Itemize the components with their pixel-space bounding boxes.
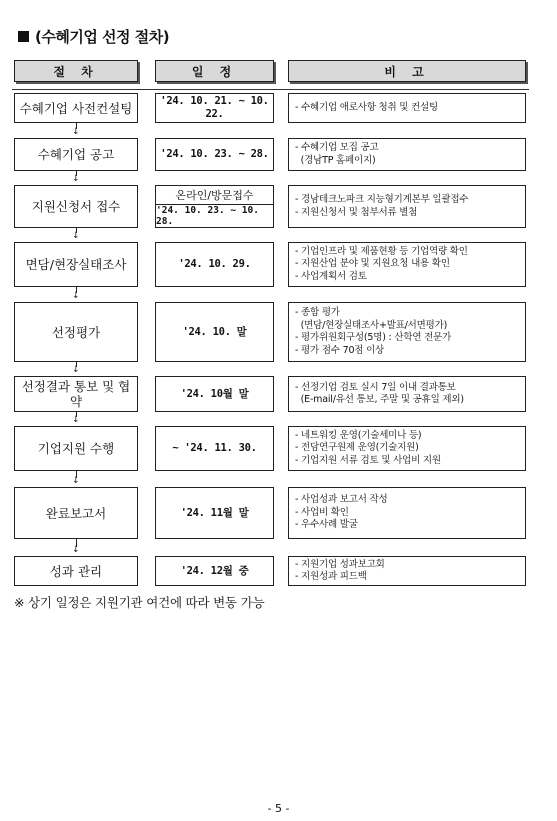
step-schedule-box xyxy=(155,185,274,228)
step-name-box xyxy=(14,376,138,412)
step-notes-box xyxy=(288,93,526,123)
down-arrow-icon: ↓ xyxy=(72,365,80,375)
step-name: 선정평가 xyxy=(51,324,101,340)
step-schedule-method: 온라인/방문접수 xyxy=(156,186,273,205)
step-note-line: - 수혜기업 모집 공고 xyxy=(295,142,379,153)
step-name: 면담/현장실태조사 xyxy=(25,257,127,272)
step-name: 선정결과 통보 및 협약 xyxy=(21,379,131,409)
step-name: 기업지원 수행 xyxy=(37,441,115,456)
step-schedule: '24. 10. 29. xyxy=(178,258,251,270)
step-note-line: - 지원산업 분야 및 지원요청 내용 확인 xyxy=(295,258,450,270)
step-note-line: - 기업인프라 및 제품현황 등 기업역량 확인 xyxy=(295,245,468,257)
down-arrow-icon: ↓ xyxy=(72,476,80,486)
step-note-line: - 평가위원회구성(5명) : 산학연 전문가 xyxy=(295,332,452,343)
step-schedule-box xyxy=(155,302,274,362)
step-notes-box xyxy=(288,242,526,287)
step-note-line: - 기업지원 서류 검토 및 사업비 지원 xyxy=(295,454,441,466)
header-remarks: 비 고 xyxy=(288,60,526,82)
down-arrow-icon: ↓ xyxy=(72,127,80,137)
down-arrow-icon: ↓ xyxy=(72,545,80,555)
step-name-box xyxy=(14,185,138,228)
step-notes-box xyxy=(288,138,526,171)
step-notes-box xyxy=(288,185,526,228)
step-note-line: - 지원신청서 및 첨부서류 별첨 xyxy=(295,206,418,218)
step-notes-box xyxy=(288,376,526,412)
step-note-line: (경남TP 홈페이지) xyxy=(295,154,376,166)
step-schedule-box xyxy=(155,376,274,412)
step-note-line: - 네트워킹 운영(기술세미나 등) xyxy=(295,429,422,441)
step-schedule: '24. 10. 말 xyxy=(182,325,247,338)
down-arrow-icon: ↓ xyxy=(72,415,80,425)
step-schedule: '24. 11월 말 xyxy=(180,506,249,519)
header-procedure: 절 차 xyxy=(14,60,138,82)
step-name-box xyxy=(14,138,138,171)
step-schedule-box xyxy=(155,242,274,287)
divider-line xyxy=(12,89,529,90)
step-note-line: - 우수사례 발굴 xyxy=(295,519,358,531)
step-note-line: - 지원성과 피드백 xyxy=(295,571,367,582)
step-schedule: ~ '24. 11. 30. xyxy=(172,442,257,454)
step-name-box xyxy=(14,93,138,123)
page-number: - 5 - xyxy=(267,802,290,815)
down-arrow-icon: ↓ xyxy=(72,231,80,241)
step-schedule: '24. 10. 23. ~ 28. xyxy=(160,148,269,160)
step-schedule: '24. 10. 23. ~ 10. 28. xyxy=(156,205,259,227)
step-note-line: - 지원기업 성과보고회 xyxy=(295,558,385,570)
header-schedule: 일 정 xyxy=(155,60,274,82)
step-schedule: '24. 12월 중 xyxy=(180,564,249,577)
step-name-box xyxy=(14,242,138,287)
step-schedule-box xyxy=(155,556,274,586)
step-note-line: (E-mail/유선 통보, 주말 및 공휴일 제외) xyxy=(295,394,464,405)
square-bullet-icon xyxy=(18,31,29,42)
step-note-line: - 경남테크노파크 지능형기계본부 일괄접수 xyxy=(295,194,469,205)
step-name: 완료보고서 xyxy=(45,505,107,521)
step-note-line: - 선정기업 검토 실시 7일 이내 결과통보 xyxy=(295,381,456,393)
step-note-line: - 사업비 확인 xyxy=(295,506,349,518)
step-name-box xyxy=(14,426,138,471)
step-schedule: '24. 10월 말 xyxy=(180,387,249,400)
step-name: 지원신청서 접수 xyxy=(31,199,121,214)
down-arrow-icon: ↓ xyxy=(72,291,80,301)
step-note-line: - 사업계획서 검토 xyxy=(295,270,367,282)
step-notes-box xyxy=(288,426,526,471)
step-schedule-box xyxy=(155,426,274,471)
step-schedule-box xyxy=(155,487,274,539)
step-note-line: - 수혜기업 애로사항 청취 및 컨설팅 xyxy=(295,101,439,113)
step-note-line: - 사업성과 보고서 작성 xyxy=(295,494,388,506)
step-note-line: - 종합 평가 xyxy=(295,307,340,318)
step-note-line: - 평가 점수 70점 이상 xyxy=(295,344,385,356)
step-notes-box xyxy=(288,487,526,539)
step-note-line: - 전담연구원제 운영(기술지원) xyxy=(295,442,419,454)
section-title xyxy=(18,26,169,47)
step-name: 수혜기업 사전컨설팅 xyxy=(19,100,133,116)
step-name: 성과 관리 xyxy=(49,563,103,579)
step-name-box xyxy=(14,302,138,362)
step-schedule-box xyxy=(155,93,274,123)
step-name-box xyxy=(14,487,138,539)
footnote: ※ 상기 일정은 지원기관 여건에 따라 변동 가능 xyxy=(14,595,265,610)
step-notes-box xyxy=(288,556,526,586)
step-note-line: (면담/현장실태조사+발표/서면평가) xyxy=(295,319,448,331)
step-schedule-box xyxy=(155,138,274,171)
step-notes-box xyxy=(288,302,526,362)
section-title-text: (수혜기업 선정 절차) xyxy=(35,28,170,46)
down-arrow-icon: ↓ xyxy=(72,174,80,184)
step-name: 수혜기업 공고 xyxy=(37,147,115,162)
step-name-box xyxy=(14,556,138,586)
step-schedule: '24. 10. 21. ~ 10. 22. xyxy=(160,95,269,120)
